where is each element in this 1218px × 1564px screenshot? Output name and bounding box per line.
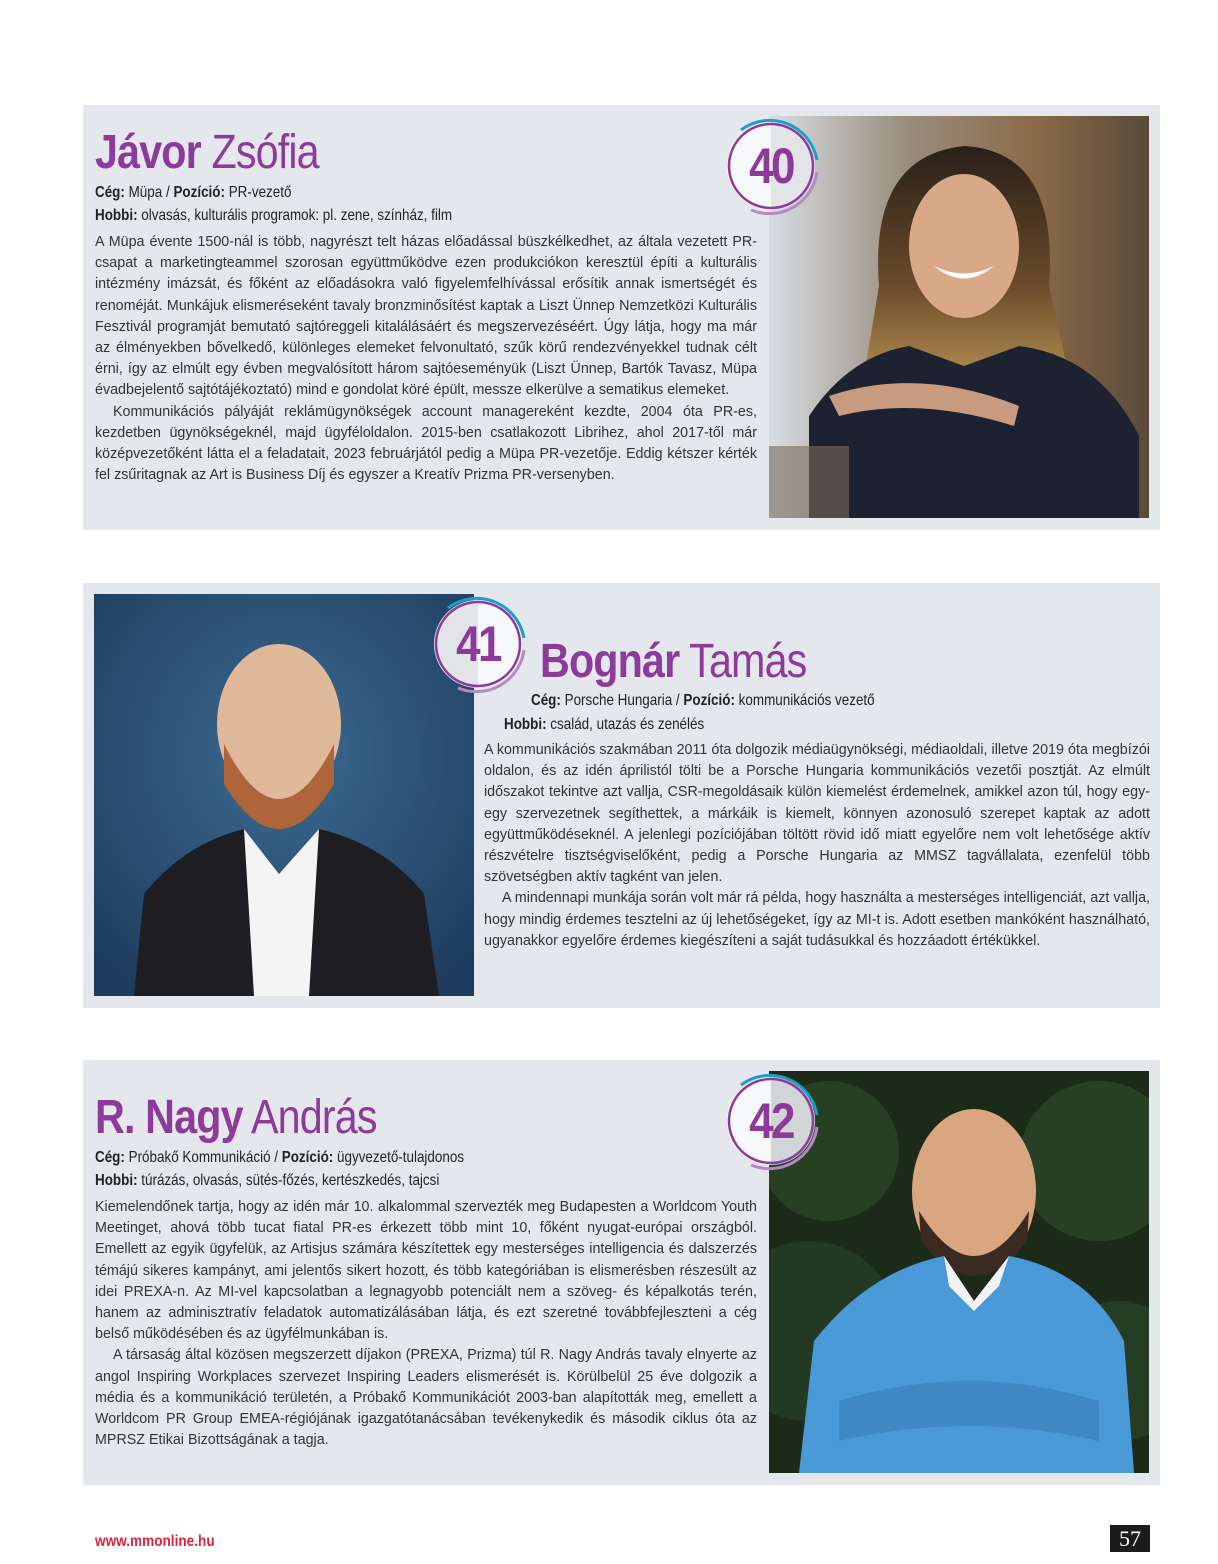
footer-website-link[interactable]: www.mmonline.hu bbox=[95, 1533, 215, 1550]
separator: / bbox=[162, 184, 174, 201]
rank-badge bbox=[721, 1071, 821, 1171]
profile-company-position bbox=[95, 1147, 464, 1169]
company-label: Cég: bbox=[95, 1149, 125, 1166]
position-value: PR-vezető bbox=[228, 184, 292, 201]
company-value: Próbakő Kommunikáció bbox=[128, 1149, 271, 1166]
profile-company-position bbox=[531, 690, 875, 712]
profile-photo bbox=[94, 594, 474, 996]
profile-hobby bbox=[95, 205, 452, 227]
position-value: kommunikációs vezető bbox=[738, 692, 875, 709]
paragraph: Kiemelendőnek tartja, hogy az idén már 10. alkalommal szervezték meg Budapesten a Worldcom Youth Meetinget, ahová több tucat fiatal PR-es érkezett több mint 10, főként nyugat-európai országból. Emellett az egyik ügyfelük, az Artisjus számára készítettek egy mesterséges intelligencia és dalszerzés témájú sikeres kampányt, ami jelentős sikert hozott, és több kategóriában is elismerésben részesült az idei PREXA-n. Az MI-vel kapcsolatban a legnagyobb potenciált nem a szöveg- és képalkotás terén, hanem az adminisztratív feladatok automatizálásában látja, és ezt szeretné továbbfejleszteni a cég belső működésében és az ügyfélmunkában is. bbox=[95, 1199, 757, 1343]
rank-number: 40 bbox=[749, 138, 793, 194]
separator: / bbox=[270, 1149, 282, 1166]
hobby-value: család, utazás és zenélés bbox=[550, 716, 705, 733]
rank-badge bbox=[721, 116, 821, 216]
profile-name bbox=[540, 636, 806, 688]
profile-company-position bbox=[95, 182, 291, 204]
profile-given-name: Zsófia bbox=[211, 126, 319, 179]
hobby-label: Hobbi: bbox=[95, 1172, 138, 1189]
profile-body bbox=[95, 1197, 757, 1451]
company-label: Cég: bbox=[95, 184, 125, 201]
position-label: Pozíció: bbox=[173, 184, 225, 201]
profile-card-42 bbox=[83, 1060, 1160, 1485]
company-label: Cég: bbox=[531, 692, 561, 709]
portrait-image bbox=[94, 594, 474, 996]
position-value: ügyvezető-tulajdonos bbox=[337, 1149, 465, 1166]
hobby-value: túrázás, olvasás, sütés-főzés, kertészkedés, tajcsi bbox=[141, 1172, 440, 1189]
separator: / bbox=[672, 692, 684, 709]
hobby-value: olvasás, kulturális programok: pl. zene, színház, film bbox=[141, 207, 453, 224]
portrait-image bbox=[769, 116, 1149, 518]
profile-name bbox=[95, 127, 319, 179]
profile-given-name: Tamás bbox=[689, 635, 807, 688]
profile-surname: Bognár bbox=[540, 635, 680, 688]
paragraph: A Müpa évente 1500-nál is több, nagyrészt telt házas előadással büszkélkedhet, az általa vezetett PR-csapat a marketingteammel szorosan együttműködve ezen produkciókon keresztül építi a kulturális intézmény imázsát, és főként az előadásokra való figyelemfelhívással erősítik annak ismertségét és renoméját. Munkájuk elismeréseként tavaly bronzminősítést kaptak a Liszt Ünnep Nemzetközi Kulturális Fesztivál programját bemutató sajtóreggeli kitalálásáért és megszervezéséért. Úgy látja, hogy ma már az élményekben bővelkedő, különleges elemeket felvonultató, szűk körű rendezvényekkel tudnak célt érni, így az elmúlt egy évben megvalósított három sajtóeseményük (Liszt Ünnep, Bartók Tavasz, Müpa évadbejelentő sajtótájékoztató) mind e gondolat köré épült, messze elkerülve a sematikus elemeket. bbox=[95, 234, 757, 399]
profile-surname: R. Nagy bbox=[95, 1091, 243, 1144]
position-label: Pozíció: bbox=[281, 1149, 334, 1166]
profile-body bbox=[484, 740, 1150, 952]
position-label: Pozíció: bbox=[683, 692, 735, 709]
rank-number: 42 bbox=[749, 1093, 793, 1149]
page-number: 57 bbox=[1110, 1525, 1150, 1552]
rank-badge bbox=[428, 594, 528, 694]
paragraph: Kommunikációs pályáját reklámügynökségek account managereként kezdte, 2004 óta PR-es, kezdetben ügynökségeknél, majd ügyféloldalon. 2015-ben csatlakozott Librihez, ahol 2017-től már középvezetőként látta el a feladatait, 2023 februárjától pedig a Müpa PR-vezetője. Eddig kétszer kérték fel zsűritagnak az Art is Business Díj és egyszer a Kreatív Prizma PR-versenyben. bbox=[95, 403, 757, 484]
profile-hobby bbox=[95, 1170, 439, 1192]
profile-card-40 bbox=[83, 105, 1160, 530]
portrait-image bbox=[769, 1071, 1149, 1473]
company-value: Müpa bbox=[128, 184, 163, 201]
profile-photo bbox=[769, 1071, 1149, 1473]
rank-number: 41 bbox=[456, 616, 500, 672]
company-value: Porsche Hungaria bbox=[564, 692, 673, 709]
paragraph: A mindennapi munkája során volt már rá példa, hogy használta a mesterséges intelligenciát, azt vallja, hogy mindig érdemes tesztelni az új lehetőségeket, így az MI-t is. Adott esetben mankóként használható, ugyanakkor egyelőre érdemes kiegészíteni a saját tudásukkal és hozzáadott értékükkel. bbox=[484, 890, 1150, 949]
hobby-label: Hobbi: bbox=[95, 207, 138, 224]
paragraph: A kommunikációs szakmában 2011 óta dolgozik médiaügynökségi, médiaoldali, illetve 2019 óta megbízói oldalon, és az idén áprilistól tölti be a Porsche Hungaria kommunikációs vezetői posztját. Az elmúlt időszakot tekintve azt vallja, CSR-megoldásaik külön kiemelést érdemelnek, amikkel azon túl, hogy egy-egy szervezetnek segíthettek, a márkáik is kiemelt, könnyen azonosuló szerepet kaptak az adott együttműködéseknél. A jelenlegi pozíciójában töltött rövid idő miatt egyelőre nem volt lehetősége aktív részvételre tisztségviselőként, pedig a Porsche Hungaria az MMSZ tagvállalata, ezenfelül több szövetségben aktív tagként van jelen. bbox=[484, 742, 1150, 886]
hobby-label: Hobbi: bbox=[504, 716, 547, 733]
profile-card-41 bbox=[83, 583, 1160, 1008]
profile-name bbox=[95, 1092, 377, 1144]
profile-given-name: András bbox=[251, 1091, 377, 1144]
profile-surname: Jávor bbox=[95, 126, 201, 179]
profile-hobby bbox=[504, 714, 704, 736]
paragraph: A társaság által közösen megszerzett díjakon (PREXA, Prizma) túl R. Nagy András tavaly elnyerte az angol Inspiring Workplaces szervezet Inspiring Leaders elismerését is. Körülbelül 25 éve dolgozik a média és a kommunikáció területén, a Próbakő Kommunikációt 2003-ban alapították meg, emellett a Worldcom PR Group EMEA-régiójának igazgatótanácsában tevékenykedik és második ciklus óta az MPRSZ Etikai Bizottságának a tagja. bbox=[95, 1347, 757, 1449]
profile-photo bbox=[769, 116, 1149, 518]
profile-body bbox=[95, 232, 757, 486]
